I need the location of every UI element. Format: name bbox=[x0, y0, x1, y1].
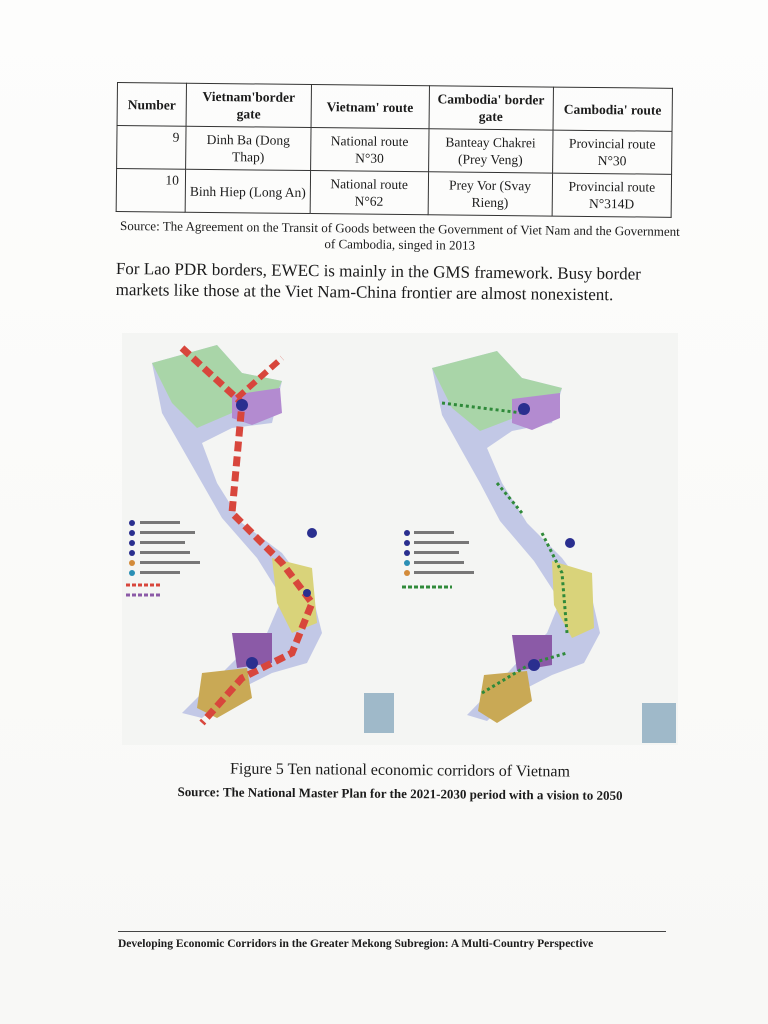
figure-caption: Figure 5 Ten national economic corridors of Vietnam bbox=[229, 760, 571, 781]
table-header-cell: Vietnam' route bbox=[311, 85, 429, 129]
hub-dot bbox=[236, 399, 248, 411]
body-paragraph: For Lao PDR borders, EWEC is mainly in the GMS framework. Busy border markets like those at the Viet Nam-China frontier are almost nonexistent. bbox=[115, 258, 642, 305]
table-source-note: Source: The Agreement on the Transit of Goods between the Government of Viet Nam and the Government of Cambodia, singed in 2013 bbox=[119, 218, 680, 253]
mekong-region bbox=[478, 671, 532, 723]
right-map bbox=[402, 351, 676, 743]
table-header-row bbox=[117, 83, 672, 132]
vietnam-maps-illustration bbox=[122, 333, 678, 745]
table-header-cell: Number bbox=[117, 83, 186, 127]
left-map bbox=[126, 345, 394, 733]
figure-source-note: Source: The National Master Plan for the 2021-2030 period with a vision to 2050 bbox=[177, 784, 623, 803]
table-cell: Provincial route N°314D bbox=[552, 173, 672, 217]
map-legend bbox=[402, 530, 474, 587]
table-row bbox=[116, 169, 671, 218]
hub-dot bbox=[565, 538, 575, 548]
hub-dot bbox=[246, 657, 258, 669]
hub-dot bbox=[303, 589, 311, 597]
table-cell: National route N°30 bbox=[311, 128, 429, 172]
table-cell: 10 bbox=[116, 169, 185, 213]
border-gates-table bbox=[116, 82, 673, 218]
running-footer: Developing Economic Corridors in the Greater Mekong Subregion: A Multi-Country Perspective bbox=[118, 938, 594, 950]
map-inset bbox=[642, 703, 676, 743]
hub-dot bbox=[307, 528, 317, 538]
table-cell: Banteay Chakrei (Prey Veng) bbox=[428, 129, 553, 173]
table-cell: Binh Hiep (Long An) bbox=[185, 169, 310, 213]
footer-divider bbox=[118, 931, 666, 932]
table-cell: Dinh Ba (Dong Thap) bbox=[186, 126, 311, 170]
hub-dot bbox=[528, 659, 540, 671]
table-header-cell: Cambodia' border gate bbox=[429, 86, 554, 130]
hub-dot bbox=[518, 403, 530, 415]
map-legend bbox=[126, 520, 200, 595]
map-inset bbox=[364, 693, 394, 733]
table-header-cell: Cambodia' route bbox=[553, 87, 673, 131]
mekong-region bbox=[197, 668, 252, 718]
table-cell: National route N°62 bbox=[310, 171, 428, 215]
table-cell: Provincial route N°30 bbox=[552, 130, 672, 174]
table-cell: 9 bbox=[117, 126, 186, 170]
corridor-maps-figure bbox=[122, 333, 678, 745]
table-cell: Prey Vor (Svay Rieng) bbox=[428, 172, 553, 216]
table-header-cell: Vietnam'border gate bbox=[186, 83, 311, 127]
table-row bbox=[117, 126, 672, 175]
